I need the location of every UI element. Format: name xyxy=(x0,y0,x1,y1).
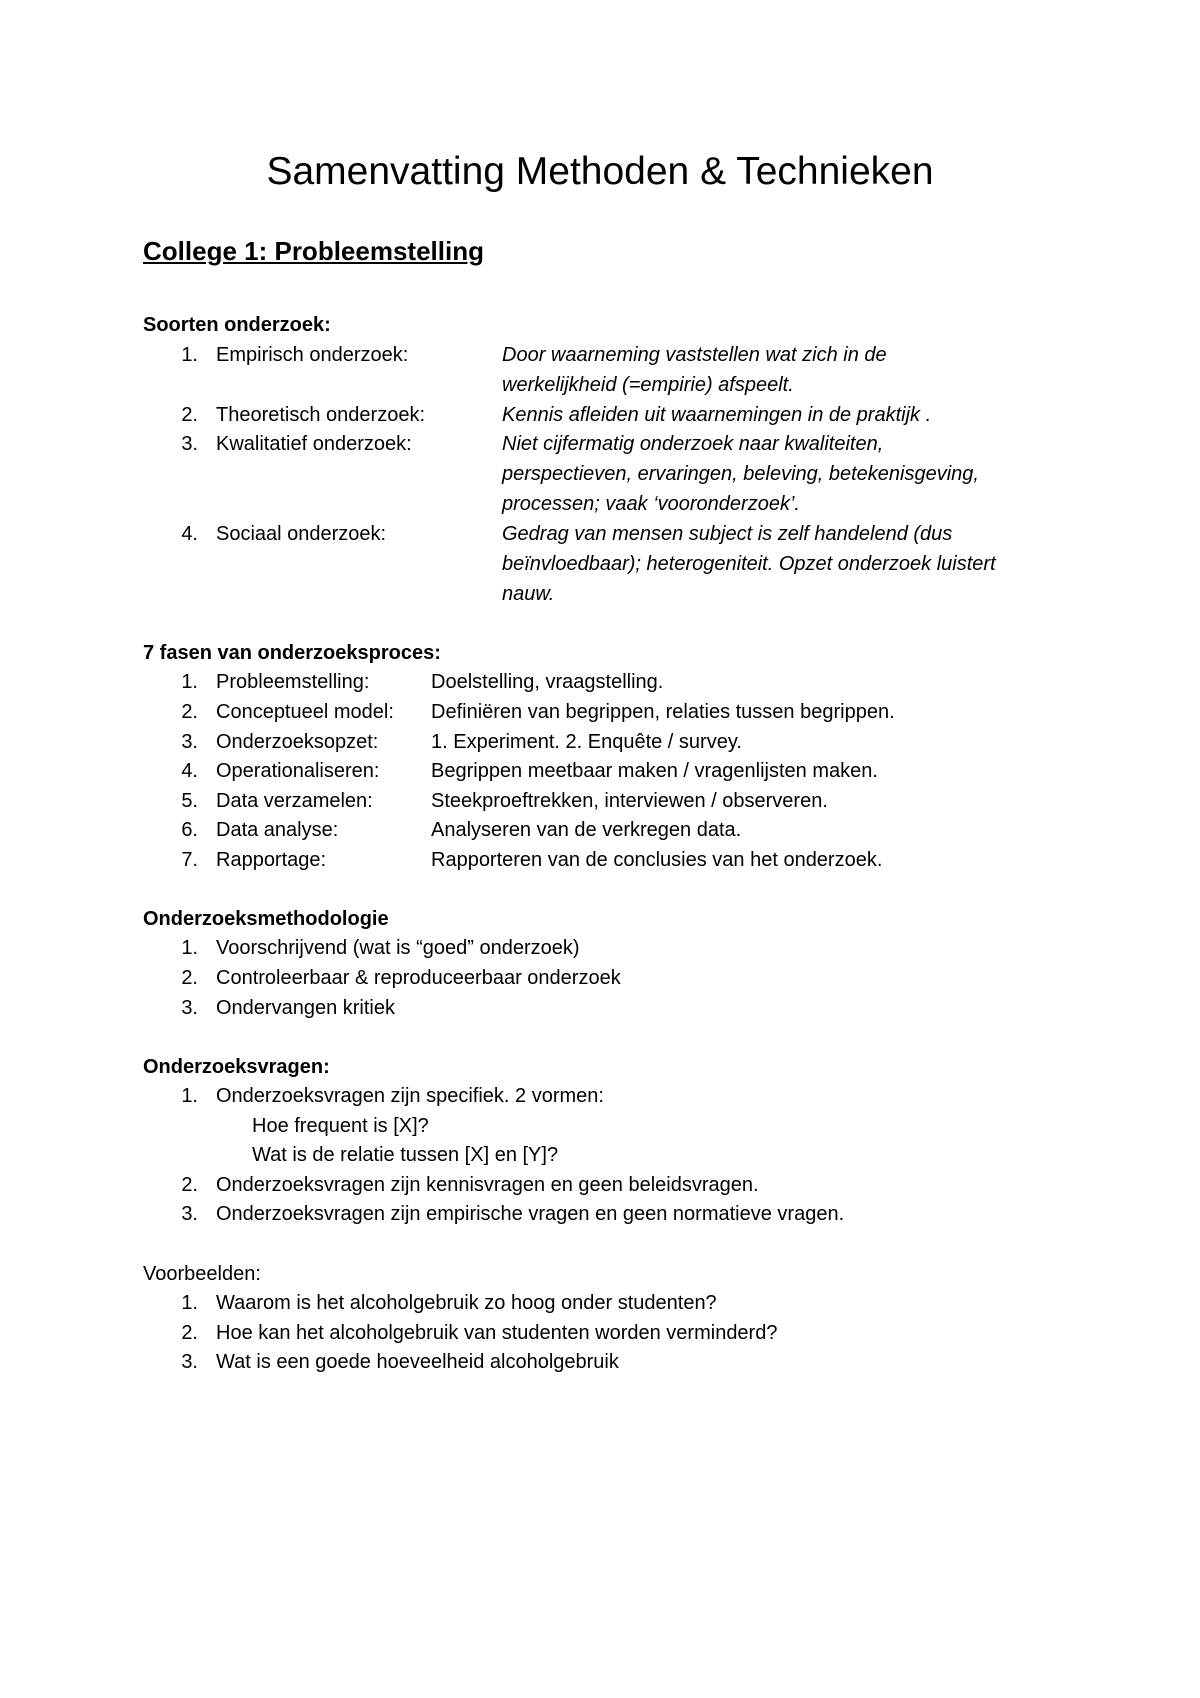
sub-item: Hoe frequent is [X]? xyxy=(252,1115,429,1137)
soorten-heading: Soorten onderzoek: xyxy=(143,314,331,336)
voorbeelden-heading: Voorbeelden: xyxy=(143,1263,261,1285)
sub-item: Wat is de relatie tussen [X] en [Y]? xyxy=(252,1144,559,1166)
document-title: Samenvatting Methoden & Technieken xyxy=(266,150,934,193)
document-page: Samenvatting Methoden & Technieken College 1: Probleemstelling Soorten onderzoek: 1. Empirisch onderzoek: Door waarneming vaststellen wat zich in de werkelijkheid (=empirie) afspeelt. 2. Theoretisch onderzoek: Kennis afleiden uit waarnemingen in de praktijk . 3. Kwalitatief onderzoek: Niet cijfermatig onderzoek naar kwaliteiten, perspectieven, ervaringen, beleving, betekenisgeving, processen; vaak ‘vooronderzoek’. 4. Sociaal onderzoek: Gedrag van mensen subject is zelf handelend (dus beïnvloedbaar); heterogeniteit. Opzet onderzoek luistert nauw. 7 fasen van onderzoeksproces: 1. Probleemstelling: Doelstelling, vraagstelling. 2. Conceptueel model: Definiëren van begrippen, relaties tussen begrippen. 3. Onderzoeksopzet: 1. Experiment. 2. Enquête / survey. 4. Operationaliseren: Begrippen meetbaar maken / vragenlijsten maken. 5. Data verzamelen: Steekproeftrekken, interviewen / observeren. 6. Data analyse: Analyseren van de verkregen data. 7. Rapportage: Rapporteren van de conclusies van het onderzoek. Onderzoeksmethodologie 1. Voorschrijvend (wat is “goed” onderzoek) 2. Controleerbaar & reproduceerbaar onderzoek 3. Ondervangen kritiek Onderzoeksvragen: 1. Onderzoeksvragen zijn specifiek. 2 vormen: Hoe frequent is [X]? Wat is de relatie tussen [X] en [Y]? 2. Onderzoeksvragen zijn kennisvragen en geen beleidsvragen. 3. Onderzoeksvragen zijn empirische vragen en geen normatieve vragen. Voorbeelden: 1. Waarom is het alcoholgebruik zo hoog onder studenten? 2. Hoe kan het alcoholgebruik van studenten worden verminderd? 3. Wat is een goede hoeveelheid alcoholgebruik xyxy=(0,0,1200,1698)
methodologie-heading: Onderzoeksmethodologie xyxy=(143,908,389,930)
vragen-heading: Onderzoeksvragen: xyxy=(143,1056,330,1078)
college-heading: College 1: Probleemstelling xyxy=(143,236,484,266)
fasen-heading: 7 fasen van onderzoeksproces: xyxy=(143,642,441,664)
